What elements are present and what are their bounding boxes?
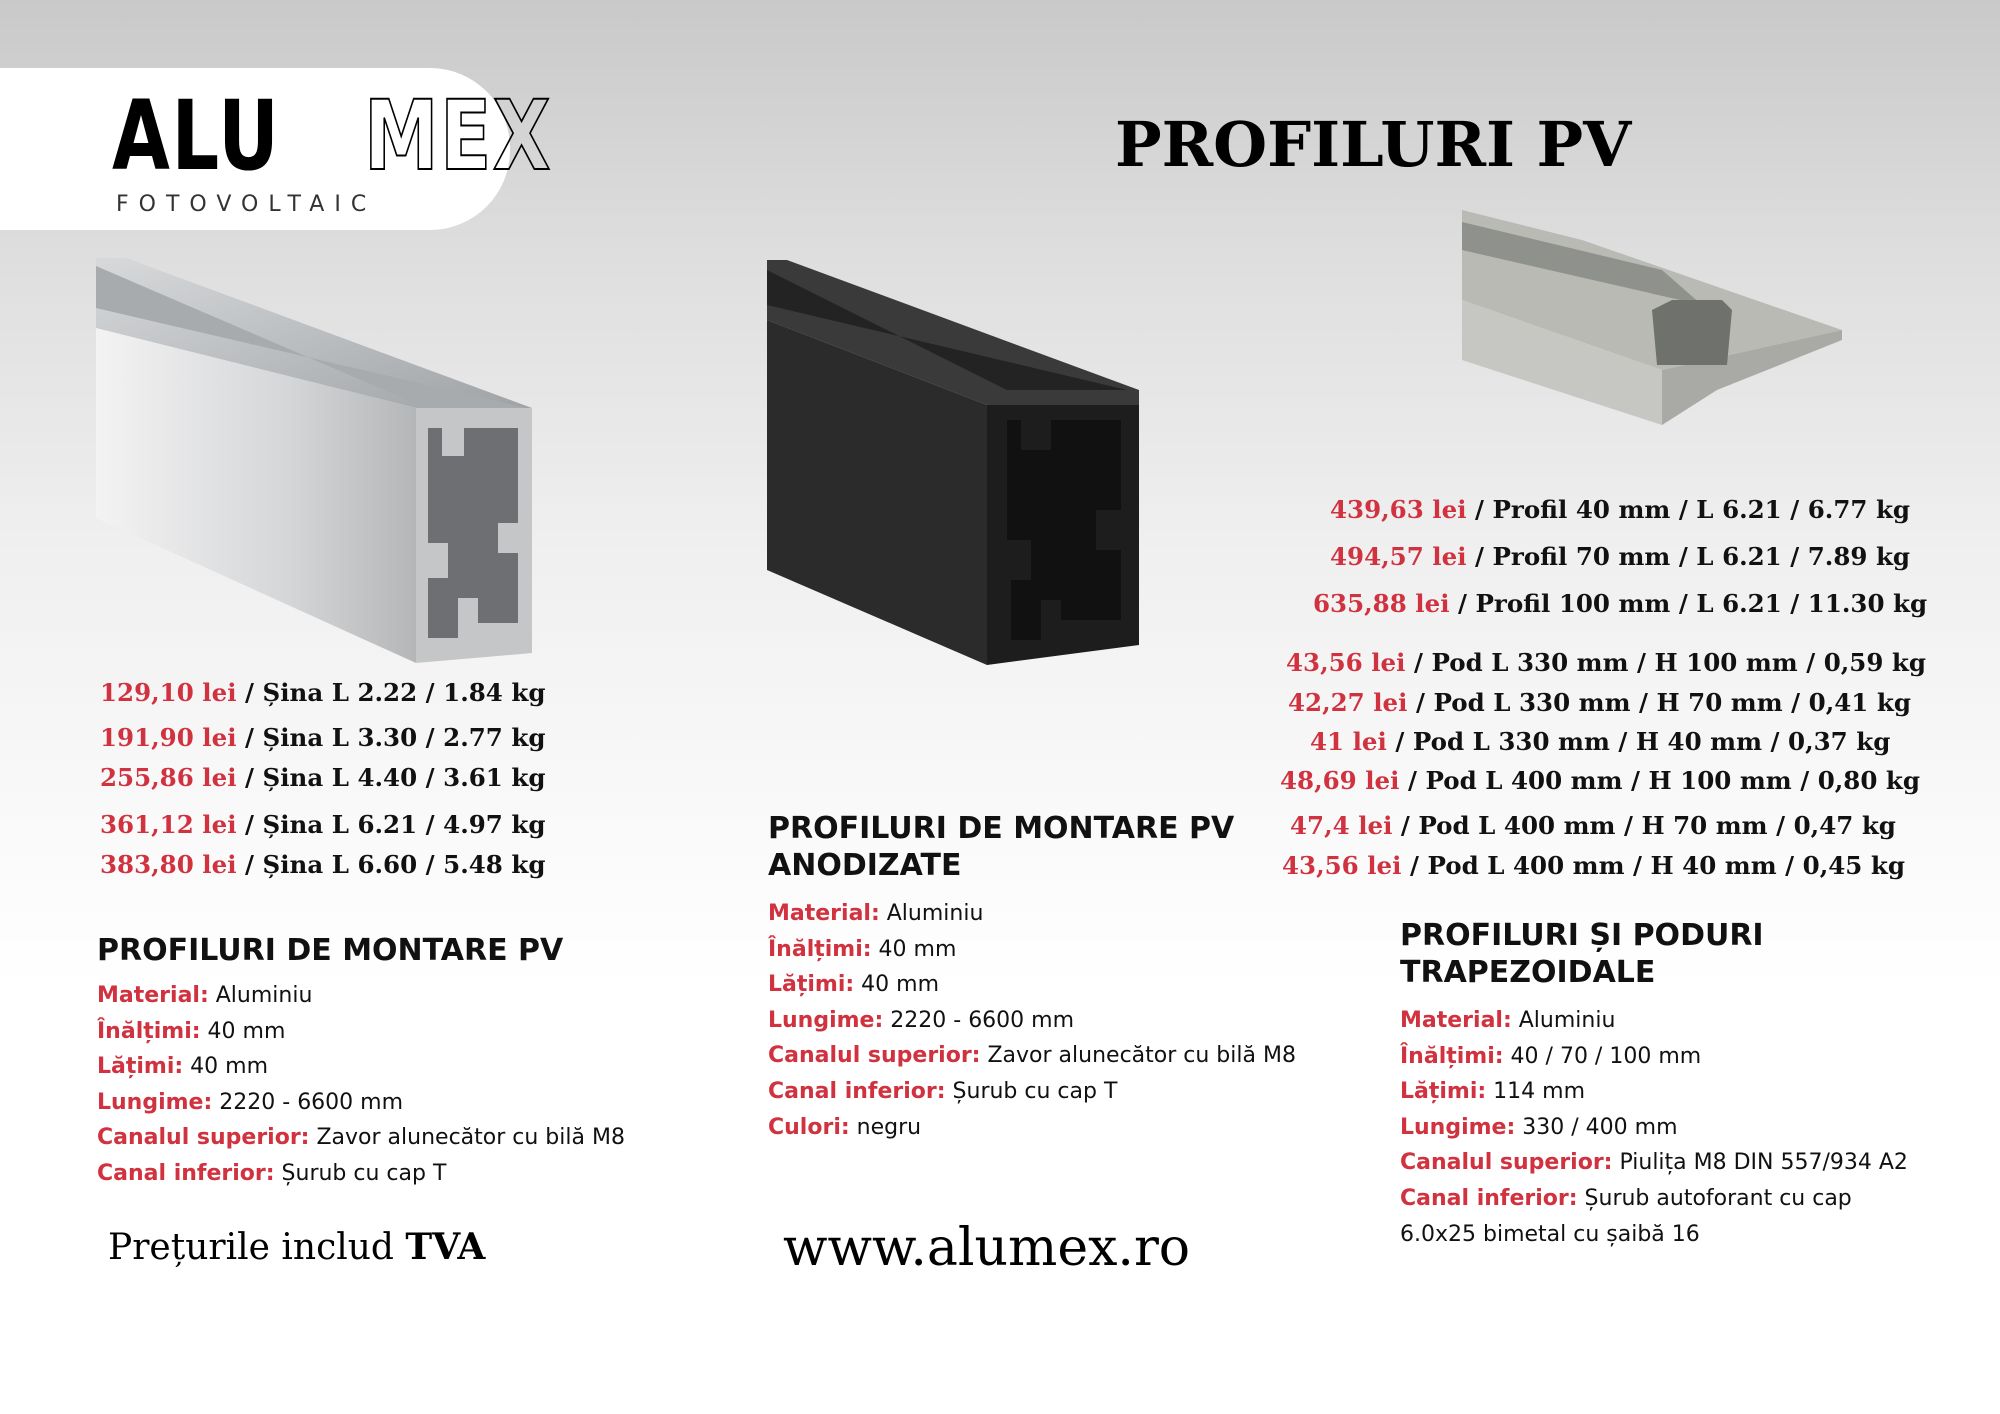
alumex-logo: [112, 80, 553, 192]
price-row: [100, 723, 545, 752]
price-desc: / Pod L 400 mm / H 40 mm / 0,45 kg: [1401, 851, 1905, 880]
vat-note-bold: TVA: [405, 1226, 486, 1268]
spec-row: [768, 1110, 1296, 1146]
silver-aluminium-rail-image: [96, 258, 536, 668]
spec-key: Culori:: [768, 1114, 850, 1140]
spec-key: Canal inferior:: [97, 1160, 275, 1186]
spec-value: 330 / 400 mm: [1515, 1114, 1678, 1140]
spec-row: [768, 1003, 1296, 1039]
spec-row: [768, 896, 1296, 932]
price-desc: / Pod L 330 mm / H 40 mm / 0,37 kg: [1386, 727, 1891, 756]
spec-key: Lungime:: [1400, 1114, 1516, 1140]
spec-row: [97, 1049, 625, 1085]
price-desc: / Pod L 330 mm / H 70 mm / 0,41 kg: [1407, 688, 1911, 717]
price-row: [100, 810, 545, 839]
price-desc: / Profil 100 mm / L 6.21 / 11.30 kg: [1449, 589, 1928, 618]
price-value: 191,90 lei: [100, 723, 237, 752]
spec-list-middle: [768, 896, 1296, 1145]
spec-value: 40 mm: [183, 1054, 269, 1080]
section-title-line: PROFILURI DE MONTARE PV: [768, 811, 1235, 846]
spec-value: Zavor alunecător cu bilă M8: [980, 1043, 1296, 1069]
price-desc: / Șina L 2.22 / 1.84 kg: [236, 678, 546, 707]
price-value: 47,4 lei: [1290, 811, 1393, 840]
spec-value: Zavor alunecător cu bilă M8: [309, 1125, 625, 1151]
price-row: [100, 678, 545, 707]
trapezoidal-profile-image: [1462, 210, 1844, 432]
spec-key: Lungime:: [768, 1007, 884, 1033]
price-desc: / Pod L 400 mm / H 100 mm / 0,80 kg: [1399, 766, 1921, 795]
spec-row: [768, 1074, 1296, 1110]
spec-list-left: [97, 978, 625, 1192]
spec-key: Material:: [768, 901, 880, 926]
logo-subtitle: FOTOVOLTAIC: [116, 192, 377, 217]
spec-key: Canal inferior:: [768, 1078, 946, 1104]
price-value: 42,27 lei: [1288, 688, 1408, 717]
spec-value: Aluminiu: [208, 983, 313, 1008]
spec-key: Lungime:: [97, 1089, 213, 1115]
spec-key: Lățimi:: [768, 972, 855, 998]
spec-row: [97, 1120, 625, 1156]
section-title-line: TRAPEZOIDALE: [1400, 955, 1656, 990]
spec-value: Aluminiu: [879, 901, 984, 926]
spec-key: Înălțimi:: [1400, 1043, 1504, 1069]
price-row: [1313, 589, 1927, 618]
price-value: 494,57 lei: [1330, 542, 1467, 571]
logo-mex-text: MEX: [364, 80, 553, 192]
spec-row: [768, 932, 1296, 968]
price-desc: / Șina L 3.30 / 2.77 kg: [236, 723, 546, 752]
website-link[interactable]: www.alumex.ro: [783, 1218, 1191, 1278]
spec-value: Șurub cu cap T: [945, 1078, 1118, 1104]
section-title-right: [1400, 917, 1764, 991]
price-row: [1310, 727, 1890, 756]
spec-row: [1400, 1110, 1908, 1146]
spec-row: [97, 978, 625, 1014]
spec-value: Aluminiu: [1511, 1008, 1616, 1033]
price-value: 41 lei: [1310, 727, 1387, 756]
price-row: [100, 763, 545, 792]
spec-list-right: [1400, 1003, 1908, 1252]
spec-value: 40 mm: [871, 936, 957, 962]
spec-key: Canalul superior:: [768, 1043, 981, 1069]
price-row: [1280, 766, 1920, 795]
spec-row: [768, 967, 1296, 1003]
price-desc: / Șina L 6.60 / 5.48 kg: [236, 850, 546, 879]
spec-value: 2220 - 6600 mm: [883, 1007, 1075, 1033]
price-row: [1330, 495, 1910, 524]
spec-row: [1400, 1145, 1908, 1181]
price-value: 43,56 lei: [1286, 648, 1406, 677]
spec-value: 40 mm: [854, 972, 940, 998]
spec-row: [1400, 1039, 1908, 1075]
price-value: 43,56 lei: [1282, 851, 1402, 880]
spec-key: Canalul superior:: [97, 1125, 310, 1151]
price-desc: / Pod L 330 mm / H 100 mm / 0,59 kg: [1405, 648, 1927, 677]
price-desc: / Șina L 4.40 / 3.61 kg: [236, 763, 546, 792]
spec-row: [97, 1085, 625, 1121]
section-title-left: PROFILURI DE MONTARE PV: [97, 933, 564, 968]
spec-value: negru: [849, 1114, 922, 1140]
price-value: 635,88 lei: [1313, 589, 1450, 618]
spec-key: Canalul superior:: [1400, 1150, 1613, 1176]
spec-value: 2220 - 6600 mm: [212, 1089, 404, 1115]
spec-row: [1400, 1181, 1908, 1217]
spec-row: [97, 1156, 625, 1192]
spec-row: [97, 1014, 625, 1050]
spec-row: [1400, 1074, 1908, 1110]
price-value: 439,63 lei: [1330, 495, 1467, 524]
vat-note-prefix: Prețurile includ: [108, 1227, 406, 1268]
price-row: [1282, 851, 1905, 880]
spec-row: [1400, 1003, 1908, 1039]
price-row: [1290, 811, 1896, 840]
price-row: [1330, 542, 1910, 571]
price-row: [1288, 688, 1911, 717]
price-row: [100, 850, 545, 879]
spec-row: [768, 1038, 1296, 1074]
spec-value: Șurub autoforant cu cap: [1577, 1185, 1852, 1211]
section-title-middle: [768, 810, 1234, 884]
spec-row-continuation: 6.0x25 bimetal cu șaibă 16: [1400, 1221, 1700, 1247]
logo-alu-text: ALU: [112, 80, 281, 192]
section-title-line: ANODIZATE: [768, 848, 962, 883]
spec-key: Material:: [97, 983, 209, 1008]
spec-key: Înălțimi:: [768, 936, 872, 962]
price-value: 255,86 lei: [100, 763, 237, 792]
spec-value: Piulița M8 DIN 557/934 A2: [1612, 1150, 1908, 1176]
section-title-line: PROFILURI ȘI PODURI: [1400, 918, 1764, 953]
page-title: PROFILURI PV: [1115, 108, 1632, 181]
spec-value: Șurub cu cap T: [274, 1160, 447, 1186]
spec-key: Înălțimi:: [97, 1018, 201, 1044]
price-desc: / Profil 70 mm / L 6.21 / 7.89 kg: [1466, 542, 1911, 571]
spec-key: Material:: [1400, 1008, 1512, 1033]
price-value: 383,80 lei: [100, 850, 237, 879]
price-desc: / Profil 40 mm / L 6.21 / 6.77 kg: [1466, 495, 1911, 524]
vat-note: [108, 1226, 485, 1268]
spec-value: 40 / 70 / 100 mm: [1503, 1043, 1702, 1069]
price-desc: / Pod L 400 mm / H 70 mm / 0,47 kg: [1392, 811, 1896, 840]
price-value: 48,69 lei: [1280, 766, 1400, 795]
price-value: 361,12 lei: [100, 810, 237, 839]
spec-key: Lățimi:: [1400, 1079, 1487, 1105]
spec-key: Lățimi:: [97, 1054, 184, 1080]
spec-value: 114 mm: [1486, 1079, 1586, 1105]
spec-value: 40 mm: [200, 1018, 286, 1044]
spec-key: Canal inferior:: [1400, 1185, 1578, 1211]
price-desc: / Șina L 6.21 / 4.97 kg: [236, 810, 546, 839]
price-row: [1286, 648, 1926, 677]
black-anodized-rail-image: [767, 260, 1147, 670]
price-value: 129,10 lei: [100, 678, 237, 707]
